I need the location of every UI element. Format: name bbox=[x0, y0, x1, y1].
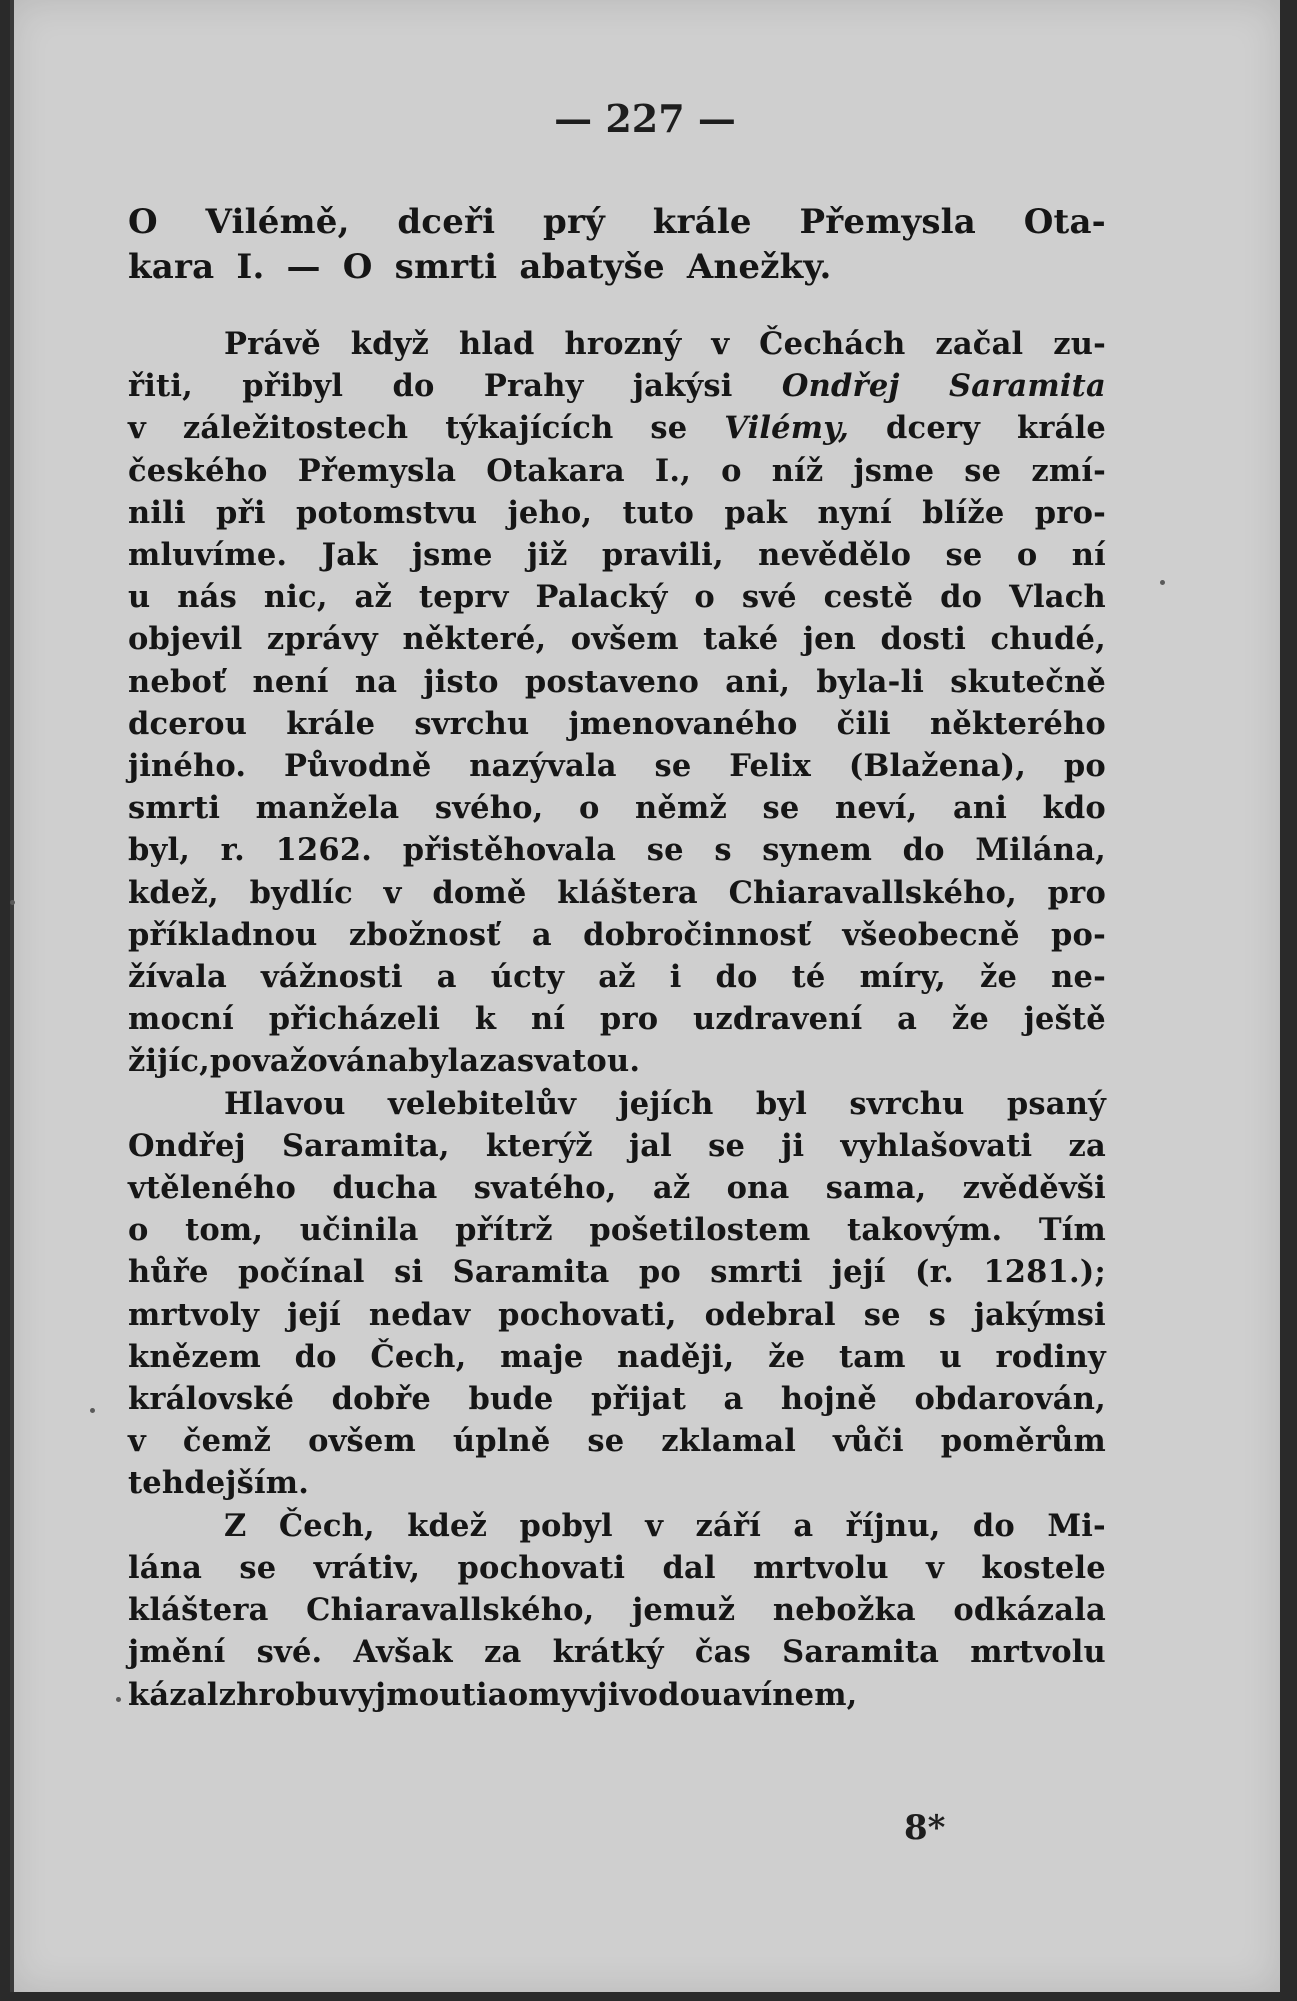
book-page bbox=[10, 0, 1280, 1992]
paper-speck bbox=[116, 1697, 121, 1702]
text-line: královské dobře bude přijat a hojně obdarován, bbox=[128, 1381, 1106, 1418]
signature-mark: 8* bbox=[904, 1808, 946, 1848]
text-line: jiného. Původně nazývala se Felix (Blažena), po bbox=[128, 748, 1106, 785]
text-line: dcerou krále svrchu jmenovaného čili některého bbox=[128, 705, 1106, 742]
text-line: vtěleného ducha svatého, až ona sama, zvěděvši bbox=[128, 1170, 1106, 1207]
text-line: objevil zprávy některé, ovšem také jen dosti chudé, bbox=[128, 621, 1106, 658]
text-line: hůře počínal si Saramita po smrti její (r. 1281.); bbox=[128, 1254, 1106, 1291]
body-text bbox=[128, 323, 1106, 1716]
text-line: řiti, přibyl do Prahy jakýsi Ondřej Saramita bbox=[128, 368, 1106, 405]
text-line: Hlavou velebitelův jejích byl svrchu psaný bbox=[224, 1085, 1106, 1122]
text-line: nili při potomstvu jeho, tuto pak nyní blíže pro- bbox=[128, 494, 1106, 531]
page-edge-shadow bbox=[10, 0, 14, 1992]
paper-speck bbox=[1160, 580, 1165, 585]
text-line: smrti manžela svého, o němž se neví, ani kdo bbox=[128, 790, 1106, 827]
paper-speck bbox=[90, 1408, 95, 1413]
text-line: Z Čech, kdež pobyl v září a říjnu, do Mi- bbox=[224, 1507, 1106, 1544]
text-line: tehdejším. bbox=[128, 1465, 310, 1502]
text-line: Ondřej Saramita, kterýž jal se ji vyhlašovati za bbox=[128, 1127, 1106, 1164]
text-line: v záležitostech týkajících se Vilémy, dcery krále bbox=[128, 410, 1106, 447]
text-line: knězem do Čech, maje naději, že tam u rodiny bbox=[128, 1338, 1106, 1375]
page-number: — 227 — bbox=[554, 96, 736, 141]
text-line: žijíc, považována byla za svatou. bbox=[128, 1043, 641, 1080]
text-line: mrtvoly její nedav pochovati, odebral se s jakýmsi bbox=[128, 1296, 1106, 1333]
text-line: žívala vážnosti a úcty až i do té míry, že ne- bbox=[128, 959, 1106, 996]
text-line: kláštera Chiaravallského, jemuž nebožka odkázala bbox=[128, 1592, 1106, 1629]
chapter-heading bbox=[128, 200, 1106, 290]
text-line: u nás nic, až teprv Palacký o své cestě do Vlach bbox=[128, 579, 1106, 616]
text-line: o tom, učinila přítrž pošetilostem takovým. Tím bbox=[128, 1212, 1106, 1249]
text-line: v čemž ovšem úplně se zklamal vůči poměrům bbox=[128, 1423, 1106, 1460]
text-line: jmění své. Avšak za krátký čas Saramita mrtvolu bbox=[128, 1634, 1106, 1671]
heading-line: O Vilémě, dceři prý krále Přemysla Ota- bbox=[128, 202, 1106, 242]
text-line: příkladnou zbožnosť a dobročinnosť všeobecně po- bbox=[128, 916, 1106, 953]
text-line: byl, r. 1262. přistěhovala se s synem do Milána, bbox=[128, 832, 1106, 869]
text-line: českého Přemysla Otakara I., o níž jsme se zmí- bbox=[128, 452, 1106, 489]
text-line: mocní přicházeli k ní pro uzdravení a že ještě bbox=[128, 1001, 1106, 1038]
text-line: Právě když hlad hrozný v Čechách začal zu- bbox=[224, 326, 1106, 362]
text-line: mluvíme. Jak jsme již pravili, nevědělo se o ní bbox=[128, 537, 1106, 574]
text-line: kázal z hrobu vyjmouti a omyv ji vodou a vínem, bbox=[128, 1676, 858, 1713]
text-block bbox=[128, 200, 1106, 1716]
text-line: lána se vrátiv, pochovati dal mrtvolu v kostele bbox=[128, 1549, 1106, 1586]
heading-line: kara I. — O smrti abatyše Anežky. bbox=[128, 247, 832, 287]
paper-speck bbox=[10, 900, 15, 905]
text-line: neboť není na jisto postaveno ani, byla-li skutečně bbox=[128, 663, 1106, 700]
text-line: kdež, bydlíc v domě kláštera Chiaravallského, pro bbox=[128, 874, 1106, 911]
